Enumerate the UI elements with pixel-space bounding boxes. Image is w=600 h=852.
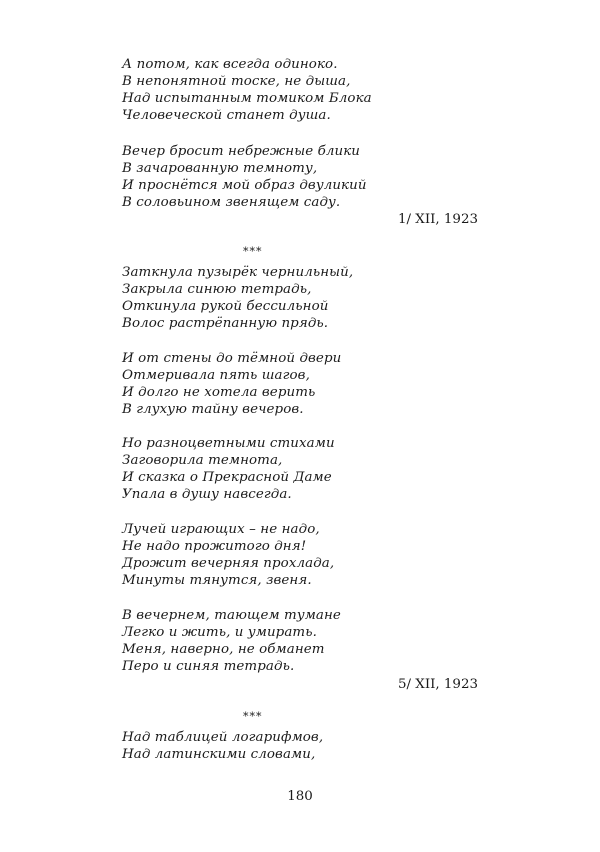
poem-line: А потом, как всегда одиноко. (122, 57, 338, 72)
poem-line: И сказка о Прекрасной Даме (122, 470, 332, 485)
poem-line: Над латинскими словами, (122, 747, 316, 762)
poem-separator: *** (243, 710, 263, 723)
poem-line: Дрожит вечерняя прохлада, (122, 556, 335, 571)
poem-line: Меня, наверно, не обманет (122, 642, 325, 657)
poem-line: В непонятной тоске, не дыша, (122, 74, 351, 89)
poem-line: Закрыла синюю тетрадь, (122, 282, 312, 297)
poem-line: И от стены до тёмной двери (122, 351, 342, 366)
poem-line: Откинула рукой бессильной (122, 299, 329, 314)
poem-line: В зачарованную темноту, (122, 161, 318, 176)
poem-line: Перо и синяя тетрадь. (122, 659, 295, 674)
poem-line: В вечернем, тающем тумане (122, 608, 341, 623)
poem-line: Над таблицей логарифмов, (122, 730, 324, 745)
poem-line: Легко и жить, и умирать. (122, 625, 317, 640)
poem-line: Заткнула пузырёк чернильный, (122, 265, 354, 280)
poem-line: Заговорила темнота, (122, 453, 283, 468)
poem-separator: *** (243, 245, 263, 258)
poem-date: 5/ XII, 1923 (398, 677, 478, 692)
poem-line: И проснётся мой образ двуликий (122, 178, 367, 193)
poem-line: Минуты тянутся, звеня. (122, 573, 312, 588)
poem-line: Не надо прожитого дня! (122, 539, 307, 554)
poem-line: Лучей играющих – не надо, (122, 522, 320, 537)
poem-line: И долго не хотела верить (122, 385, 316, 400)
poem-line: Но разноцветными стихами (122, 436, 335, 451)
page-number: 180 (287, 789, 313, 804)
poem-date: 1/ XII, 1923 (398, 212, 478, 227)
poem-line: Волос растрёпанную прядь. (122, 316, 329, 331)
poem-line: Человеческой станет душа. (122, 108, 331, 123)
poem-line: В соловьином звенящем саду. (122, 195, 341, 210)
poem-line: Вечер бросит небрежные блики (122, 144, 361, 159)
poem-line: Отмеривала пять шагов, (122, 368, 310, 383)
poem-line: Над испытанным томиком Блока (122, 91, 372, 106)
poem-line: Упала в душу навсегда. (122, 487, 292, 502)
poem-line: В глухую тайну вечеров. (122, 402, 304, 417)
